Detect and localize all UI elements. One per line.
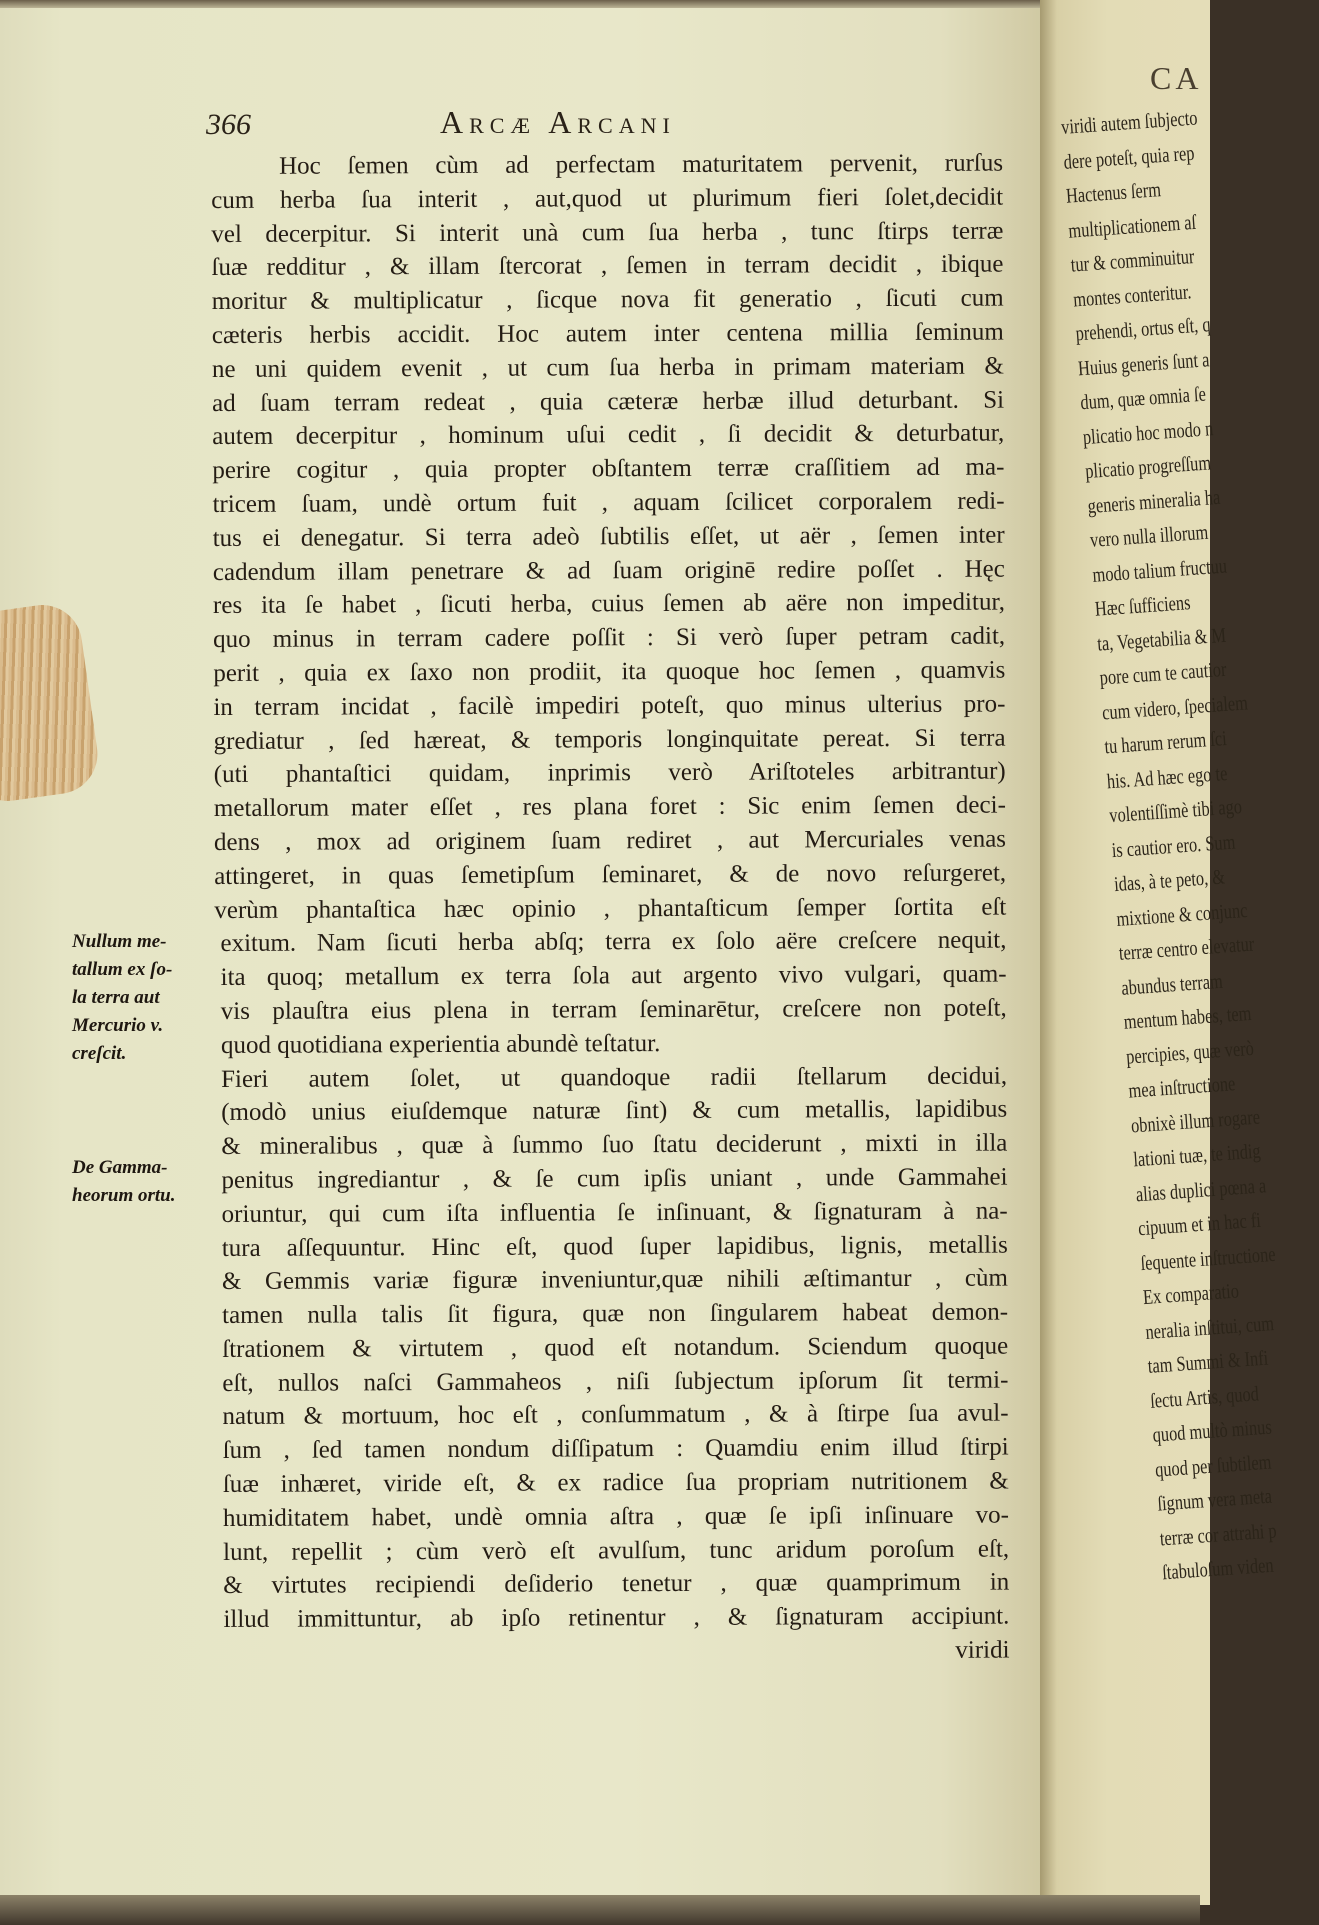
text-line: ne uni quidem evenit , ut cum ſua herba in primam materiam & <box>211 352 1005 383</box>
facing-text-line: plicatio progreſſum <box>1084 450 1212 484</box>
text-line: attingeret, in quas ſemetipſum ſeminaret, & de novo reſurgeret, <box>214 859 1007 890</box>
facing-text-line: tu harum rerum ſci <box>1103 725 1228 759</box>
facing-text-line: montes conteritur. <box>1072 278 1193 312</box>
text-line: tricem ſuam, undè ortum fuit , aquam ſcilicet corporalem redi- <box>212 487 1005 518</box>
facing-text-line: vero nulla illorum <box>1089 519 1209 552</box>
text-line: perire cogitur , quia propter obſtantem terræ craſſitiem ad ma- <box>212 453 1005 485</box>
text-line: verùm phantaſtica hæc opinio , phantaſticum ſemper ſortita eſt <box>214 893 1007 924</box>
margin-note-line: Nullum me- <box>72 931 167 952</box>
text-line: quo minus in terram cadere poſſit : Si verò ſuper petram cadit, <box>213 622 1006 654</box>
text-line: & mineralibus , quæ à ſummo ſuo ſtatu deciderunt , mixti in illa <box>221 1129 1008 1161</box>
text-line: Fieri autem ſolet, ut quandoque radii ſtellarum decidui, <box>220 1062 1008 1093</box>
text-line: tus ei denegatur. Si terra adeò ſubtilis eſſet, ut aër , ſemen inter <box>212 521 1005 552</box>
text-line: ita quoq; metallum ex terra ſola aut argento vivo vulgari, quam- <box>220 960 1007 992</box>
text-line: (modò unius eiuſdemque naturæ ſint) & cum metallis, lapidibus <box>221 1095 1008 1127</box>
facing-text-line: ſequente inſtructione <box>1139 1241 1277 1275</box>
facing-text-line: mea inſtructione <box>1127 1071 1237 1103</box>
text-line: (uti phantaſtici quidam, inprimis verò Ariſtoteles arbitrantur) <box>213 757 1006 789</box>
facing-text-line: Hactenus ſerm <box>1065 177 1162 208</box>
facing-text-line: Ex comparatio <box>1142 1278 1240 1310</box>
book-bottom-edge <box>0 1895 1200 1925</box>
text-line: cum herba ſua interit , aut,quod ut plurimum fieri ſolet,decidit <box>211 183 1004 214</box>
facing-text-line: terræ centro elevatur <box>1118 931 1255 965</box>
facing-text-line: cum videro, ſpecialem <box>1101 689 1249 725</box>
text-line: dens , mox ad originem ſuam rediret , aut Mercuriales venas <box>213 825 1007 856</box>
facing-text-line: mixtione & conjunc <box>1115 897 1249 931</box>
text-line: & virtutes recipiendi deſiderio tenetur , quæ quamprimum in <box>223 1568 1010 1600</box>
facing-text-line: viridi autem ſubjecto <box>1060 105 1199 139</box>
facing-text-line: pore cum te cautior <box>1098 656 1228 690</box>
text-line: ad ſuam terram redeat , quia cæteræ herbæ illud deturbant. Si <box>212 386 1005 417</box>
brush-object <box>0 600 103 806</box>
text-line: quod quotidiana experientia abundè teſtatur. <box>220 1029 661 1059</box>
text-line: grediatur , ſed hæreat, & temporis longinquitate pereat. Si terra <box>213 724 1006 755</box>
facing-text-line: plicatio hoc modo n <box>1082 415 1214 449</box>
margin-note-line: la terra aut <box>72 987 160 1008</box>
text-line: metallorum mater eſſet , res plana foret : Sic enim ſemen deci- <box>213 791 1006 823</box>
facing-text-line: his. Ad hæc ego te <box>1106 760 1229 793</box>
text-line: & Gemmis variæ figuræ inveniuntur,quæ nihili æſtimantur , cùm <box>221 1264 1008 1296</box>
facing-running-head: CA <box>1150 60 1203 96</box>
facing-text-line: neralia inſtitui, cum <box>1144 1310 1275 1344</box>
margin-note-line: De Gamma- <box>72 1157 168 1178</box>
text-line: ſuæ inhæret, viride eſt, & ex radice ſua propriam nutritionem & <box>222 1467 1009 1499</box>
facing-page-text <box>1060 99 1319 1590</box>
facing-text-line: ta, Vegetabilia & M <box>1096 622 1227 656</box>
text-line: penitus ingrediantur , & ſe cum ipſis uniant , unde Gammahei <box>221 1163 1008 1194</box>
text-line: cæteris herbis accidit. Hoc autem inter centena millia ſeminum <box>211 318 1004 349</box>
text-line: ſtrationem & virtutem , quod eſt notandum. Sciendum quoque <box>222 1332 1009 1363</box>
facing-text-line: obnixè illum rogare <box>1130 1104 1261 1137</box>
text-line: exitum. Nam ſicuti herba abſq; terra ex ſolo aëre creſcere nequit, <box>220 926 1007 958</box>
margin-note-line: Mercurio v. <box>72 1015 164 1036</box>
facing-text-line: prehendi, ortus eſt, q <box>1074 312 1212 346</box>
facing-text-line: tam Summi & Infi <box>1146 1345 1269 1378</box>
facing-text-line: dum, quæ omnia ſe <box>1079 381 1207 415</box>
text-line: in terram incidat , facilè impediri poteſt, quo minus ulterius pro- <box>213 690 1006 721</box>
facing-text-line: terræ cor attrahi p <box>1159 1517 1278 1550</box>
facing-text-line: volentiſſimè tibi ago <box>1108 794 1243 828</box>
margin-note-gammahei <box>72 1154 212 1210</box>
facing-text-line: mentum habes, tem <box>1122 1000 1253 1034</box>
text-line: eſt, nullos naſci Gammaheos , niſi ſubjectum ipſorum ſit termi- <box>222 1366 1009 1397</box>
text-line: perit , quia ex ſaxo non prodiit, ita quoque hoc ſemen , quamvis <box>213 656 1006 687</box>
facing-text-line: alias duplici pœna a <box>1134 1172 1267 1206</box>
page-number: 366 <box>206 108 251 141</box>
catchword: viridi <box>955 1636 1010 1664</box>
margin-note-line: heorum ortu. <box>72 1185 176 1206</box>
text-line: ſum , ſed tamen nondum diſſipatum : Quamdiu enim illud ſtirpi <box>222 1433 1009 1465</box>
facing-text-line: cipuum et in hac fi <box>1137 1207 1262 1241</box>
text-line: oriuntur, qui cum iſta influentia ſe inſinuant, & ſignaturam à na- <box>221 1197 1008 1228</box>
facing-text-line: lationi tuæ, te indig <box>1132 1138 1262 1172</box>
text-line: ſuæ redditur , & illam ſtercorat , ſemen in terram decidit , ibique <box>211 250 1004 282</box>
text-line: humiditatem habet, undè omnia aſtra , quæ ſe ipſi inſinuare vo- <box>222 1501 1010 1532</box>
margin-note-line: tallum ex ſo- <box>72 959 173 980</box>
facing-page <box>1040 0 1278 1905</box>
margin-note-line: creſcit. <box>72 1043 127 1064</box>
facing-text-line: dere poteſt, quia rep <box>1062 140 1196 174</box>
facing-text-line: quod multò minus <box>1151 1414 1273 1447</box>
text-line: tamen nulla talis ſit figura, quæ non ſingularem habeat demon- <box>222 1298 1009 1330</box>
facing-text-line: idas, à te peto, & <box>1113 864 1226 897</box>
body-text <box>211 147 1010 1671</box>
text-line: natum & mortuum, hoc eſt , conſummatum , & à ſtirpe ſua avul- <box>222 1400 1009 1431</box>
text-line: vel decerpitur. Si interit unà cum ſua herba , tunc ſtirps terræ <box>211 217 1004 248</box>
text-line: moritur & multiplicatur , ſicque nova fit generatio , ſicuti cum <box>211 284 1004 316</box>
facing-text-line: modo talium fructuu <box>1091 553 1228 587</box>
facing-text-line: generis mineralia ha <box>1086 484 1221 518</box>
margin-note-metal <box>72 928 212 1068</box>
facing-text-line: quod per ſubtilem <box>1154 1449 1273 1482</box>
text-line: illud immittuntur, ab ipſo retinentur , & ſignaturam accipiunt. <box>223 1602 1010 1634</box>
text-line: res ita ſe habet , ſicuti herba, cuius ſemen ab aëre non impeditur, <box>212 588 1006 620</box>
text-line: lunt, repellit ; cùm verò eſt avulſum, tunc aridum poroſum eſt, <box>223 1535 1010 1566</box>
left-page <box>0 8 1045 1903</box>
text-line: tura aſſequuntur. Hinc eſt, quod ſuper lapidibus, lignis, metallis <box>221 1231 1008 1262</box>
facing-text-line: abundus terram <box>1120 968 1224 1000</box>
facing-text-line: is cautior ero. Sum <box>1110 829 1236 862</box>
text-line: cadendum illam penetrare & ad ſuam originē redire poſſet . Hęc <box>212 555 1005 586</box>
text-line: Hoc ſemen cùm ad perfectam maturitatem pervenit, rurſus <box>279 149 1004 180</box>
facing-text-line: Hæc ſufficiens <box>1094 590 1192 621</box>
facing-text-line: multiplicationem aſ <box>1067 209 1197 243</box>
facing-text-line: ſectu Artis, quod <box>1149 1380 1260 1413</box>
text-line: vis plauſtra eius plena in terram ſeminarētur, creſcere non poteſt, <box>220 994 1007 1025</box>
facing-text-line: Huius generis ſunt a <box>1077 346 1211 380</box>
facing-text-line: tur & comminuitur <box>1069 244 1196 277</box>
text-line: autem decerpitur , hominum uſui cedit , ſi decidit & deturbatur, <box>212 419 1005 451</box>
facing-text-line: percipies, quæ verò <box>1125 1035 1255 1069</box>
running-head: Arcæ Arcani <box>440 104 676 140</box>
facing-text-line: ſtabuloſum viden <box>1161 1552 1275 1585</box>
facing-text-line: ſignum vera meta <box>1156 1483 1273 1516</box>
